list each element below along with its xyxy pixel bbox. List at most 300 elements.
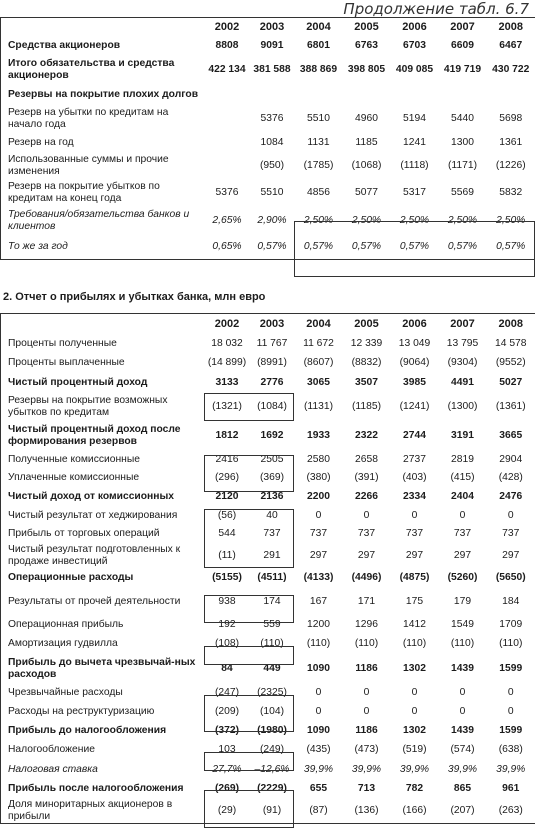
row-value-cell: 14 578 (495, 337, 527, 349)
table-row (1, 207, 535, 236)
row-label: Прибыль до налогообложения (8, 725, 167, 736)
row-value-cell: (1171) (448, 159, 477, 171)
row-label: Чистый доход от комиссионных (8, 490, 174, 502)
row-label: Чистый результат подготовленных к продаже инвестиций (8, 543, 181, 567)
row-value-cell: 297 (502, 549, 520, 561)
row-value-cell: 2737 (403, 453, 426, 465)
table-row (1, 133, 535, 153)
row-value-cell: (4511) (257, 571, 287, 583)
row-label: Налоговая ставка (8, 763, 98, 775)
row-value-cell: 4491 (451, 376, 474, 388)
row-value-cell: 171 (357, 595, 376, 607)
row-value-cell: 291 (263, 549, 281, 561)
row-value-cell: 381 588 (253, 63, 291, 75)
row-value-cell: 6763 (355, 39, 378, 51)
row-value-cell: 1302 (403, 662, 426, 674)
row-value-cell: 0,57% (447, 241, 478, 253)
header-year: 2006 (402, 20, 427, 33)
row-value-cell: 5194 (403, 113, 426, 124)
row-value-cell: (4875) (399, 571, 430, 583)
table-row (1, 56, 535, 84)
row-value-cell: 5510 (260, 186, 284, 198)
header-year: 2007 (450, 20, 475, 33)
row-value-cell: (1068) (351, 159, 382, 171)
row-value-cell: 103 (218, 744, 236, 755)
row-label: Чистый результат от хеджирования (8, 509, 178, 521)
row-value-cell: 2,90% (257, 215, 287, 226)
row-value-cell: 2120 (215, 490, 239, 502)
row-value-cell: 0 (315, 509, 322, 521)
balance-sheet-table (0, 17, 535, 260)
header-year: 2007 (450, 317, 475, 330)
table-row (1, 179, 535, 207)
row-value-cell: 961 (502, 783, 520, 794)
row-value-cell: 179 (453, 595, 472, 607)
row-value-cell: 2416 (215, 453, 239, 465)
row-value-cell: (8991) (257, 357, 287, 368)
row-value-cell (250, 84, 295, 106)
row-value-cell: 192 (218, 619, 236, 630)
row-value-cell: (110) (260, 638, 284, 649)
row-value-cell: 0 (507, 687, 514, 698)
row-value-cell: 2200 (307, 490, 330, 502)
row-value-cell: 2904 (499, 453, 523, 465)
header-year: 2008 (498, 20, 523, 33)
header-year: 2005 (354, 20, 379, 33)
row-value-cell: 6703 (403, 39, 426, 51)
row-value-cell: (29) (217, 804, 237, 816)
row-value-cell: (2325) (257, 687, 287, 698)
row-value-cell: (9552) (495, 357, 526, 368)
header-label-cell (1, 18, 205, 36)
row-value-cell: 1131 (307, 136, 330, 148)
header-year: 2002 (214, 317, 240, 330)
row-value-cell: 398 805 (347, 63, 386, 75)
table-row (1, 236, 535, 260)
row-value-cell: 2,50% (496, 215, 526, 226)
row-value-cell: 388 869 (299, 63, 338, 75)
table-row (1, 451, 535, 469)
row-value-cell (205, 84, 250, 106)
row-value-cell: (9064) (399, 357, 430, 368)
row-label: Чистый процентный доход после формирования резервов (8, 424, 181, 447)
row-value-cell: (1226) (495, 159, 526, 171)
row-value-cell: 1549 (451, 619, 474, 630)
row-value-cell: (247) (214, 687, 240, 698)
row-value-cell: 1185 (355, 136, 378, 148)
row-value-cell: 13 795 (446, 337, 479, 349)
row-value-cell: 12 339 (350, 337, 383, 349)
row-value-cell: (11) (218, 549, 236, 561)
row-value-cell: 3065 (307, 376, 330, 388)
table-row (1, 36, 535, 56)
row-value-cell: 2136 (260, 490, 284, 502)
row-value-cell: 0 (315, 687, 322, 698)
table-header-row (1, 314, 535, 334)
table-row (1, 635, 535, 654)
row-label: Уплаченные комиссионные (8, 471, 140, 483)
row-value-cell: (574) (450, 744, 475, 755)
row-value-cell: 2776 (260, 376, 284, 388)
table-row (1, 684, 535, 703)
row-value-cell: 1241 (403, 136, 426, 148)
row-value-cell: (1300) (447, 401, 478, 412)
row-value-cell (439, 84, 487, 106)
row-value-cell: 2,50% (351, 215, 382, 226)
row-value-cell: 655 (309, 783, 328, 794)
row-value-cell: 8808 (215, 39, 239, 51)
row-label: Резерв на убытки по кредитам на начало года (8, 107, 169, 130)
header-year: 2005 (354, 317, 379, 330)
row-value-cell: 2658 (355, 453, 378, 465)
row-value-cell: 1090 (307, 725, 330, 736)
row-value-cell: (108) (214, 638, 240, 649)
row-label: Операционная прибыль (8, 619, 124, 630)
row-value-cell: 3191 (451, 430, 474, 441)
row-value-cell: 2819 (451, 453, 474, 465)
row-label: Проценты выплаченные (8, 357, 125, 368)
row-value-cell: 4856 (307, 186, 330, 198)
row-value-cell: (1185) (352, 401, 381, 412)
row-label: Доля миноритарных акционеров в прибыли (8, 798, 173, 822)
row-value-cell: (104) (259, 706, 285, 717)
table-row (1, 741, 535, 760)
row-value-cell: 297 (309, 549, 328, 561)
row-value-cell: 1412 (403, 619, 426, 630)
row-value-cell: (8607) (303, 357, 334, 368)
row-value-cell (391, 84, 439, 106)
row-value-cell: 1090 (307, 662, 330, 674)
row-value-cell: (1084) (257, 401, 287, 412)
row-value-cell: 175 (405, 595, 424, 607)
row-value-cell: 0 (507, 706, 514, 717)
row-value-cell: (1980) (257, 725, 287, 736)
header-year: 2002 (214, 20, 240, 33)
table-row (1, 799, 535, 824)
row-value-cell: 3665 (499, 430, 523, 441)
row-value-cell: (1241) (399, 401, 430, 412)
row-label: Операционные расходы (8, 571, 134, 583)
row-value-cell: (950) (259, 159, 285, 171)
row-label: Чрезвычайные расходы (8, 687, 123, 698)
row-value-cell (487, 84, 535, 106)
row-value-cell: 84 (221, 662, 233, 674)
row-value-cell (205, 133, 250, 153)
row-value-cell: –12,6% (254, 763, 290, 775)
row-value-cell: 0 (315, 706, 322, 717)
row-value-cell: 0,57% (496, 241, 526, 253)
row-value-cell: (110) (499, 638, 523, 649)
row-value-cell: 737 (502, 528, 520, 539)
table-row (1, 334, 535, 354)
row-value-cell: 5510 (307, 113, 330, 124)
row-value-cell: 39,9% (303, 763, 334, 775)
table-row (1, 703, 535, 722)
table-row (1, 84, 535, 106)
row-value-cell: (380) (306, 471, 331, 483)
row-value-cell (205, 106, 250, 133)
table-row (1, 393, 535, 422)
table-row (1, 780, 535, 799)
row-label: Амортизация гудвилла (8, 638, 118, 649)
table-row (1, 354, 535, 373)
table-row (1, 153, 535, 179)
row-value-cell: 5376 (215, 186, 239, 198)
row-value-cell: 39,9% (399, 763, 430, 775)
row-value-cell: 737 (357, 528, 376, 539)
row-value-cell: (1131) (304, 401, 333, 412)
row-value-cell: 559 (263, 619, 281, 630)
row-value-cell: 0 (363, 706, 370, 717)
header-year: 2004 (306, 317, 331, 330)
row-value-cell: 2334 (403, 490, 426, 502)
row-value-cell: 2,50% (399, 215, 430, 226)
header-year: 2003 (259, 20, 285, 33)
row-value-cell: 167 (309, 595, 328, 607)
row-value-cell: (91) (262, 804, 282, 816)
row-value-cell: 2404 (451, 490, 474, 502)
row-value-cell: 297 (453, 549, 472, 561)
row-value-cell: (435) (306, 744, 331, 755)
row-value-cell: 1302 (403, 725, 426, 736)
row-value-cell: 1186 (355, 725, 378, 736)
row-value-cell: 184 (502, 595, 520, 607)
row-label: Прибыль до вычета чрезвычай-ных расходов (8, 656, 196, 680)
row-value-cell: (9304) (447, 357, 478, 368)
row-value-cell: (2229) (257, 783, 287, 794)
row-value-cell: 1300 (451, 136, 474, 148)
row-value-cell: 1296 (355, 619, 378, 630)
row-value-cell (343, 84, 391, 106)
row-value-cell: 3133 (215, 376, 239, 388)
row-value-cell: 422 134 (208, 63, 246, 75)
row-value-cell: (110) (402, 638, 427, 649)
row-value-cell: (1321) (212, 401, 242, 412)
row-value-cell: 737 (263, 528, 281, 539)
row-value-cell: 3985 (403, 376, 426, 388)
row-value-cell: 737 (405, 528, 424, 539)
row-value-cell: (1361) (495, 401, 526, 412)
row-label: Расходы на реструктуризацию (8, 706, 155, 717)
row-value-cell: 782 (405, 783, 424, 794)
row-value-cell: (110) (450, 638, 475, 649)
row-value-cell: (263) (498, 804, 523, 816)
table-row (1, 373, 535, 393)
table-row (1, 616, 535, 635)
row-value-cell: (4496) (351, 571, 382, 583)
row-value-cell: 2322 (355, 430, 378, 441)
table-row (1, 568, 535, 588)
row-value-cell: (110) (306, 638, 331, 649)
row-value-cell: 2,65% (212, 215, 242, 226)
header-year: 2006 (402, 317, 427, 330)
row-value-cell: (296) (214, 471, 240, 483)
row-value-cell: 0,57% (351, 241, 382, 253)
table-row (1, 525, 535, 544)
row-value-cell: 6609 (451, 39, 474, 51)
row-value-cell: 713 (357, 783, 376, 794)
row-value-cell: 5440 (451, 113, 474, 124)
row-value-cell: 737 (453, 528, 472, 539)
row-value-cell: 449 (263, 662, 281, 674)
row-value-cell: 1812 (215, 430, 239, 441)
table-row (1, 106, 535, 133)
row-label: Прибыль после налогообложения (8, 783, 184, 794)
row-label: Резерв на год (8, 136, 74, 148)
row-label: Чистый процентный доход (8, 376, 148, 388)
row-value-cell: 4960 (355, 113, 378, 124)
row-value-cell (205, 153, 250, 179)
row-value-cell: (372) (214, 725, 240, 736)
row-value-cell: (136) (354, 804, 379, 816)
row-value-cell: 0 (411, 687, 418, 698)
row-value-cell: 174 (263, 595, 281, 607)
row-value-cell: 409 085 (395, 63, 434, 75)
row-value-cell: (5650) (495, 571, 526, 583)
row-value-cell: 27,7% (212, 763, 242, 775)
table-row (1, 654, 535, 684)
row-value-cell: (1118) (400, 159, 429, 171)
row-value-cell (295, 84, 343, 106)
row-value-cell: 0 (363, 509, 370, 521)
row-value-cell: (110) (354, 638, 379, 649)
row-label: Резерв на покрытие убытков по кредитам на конец года (8, 180, 160, 204)
row-value-cell: 9091 (260, 39, 284, 51)
header-year: 2004 (306, 20, 331, 33)
row-value-cell: (5260) (447, 571, 478, 583)
row-value-cell: 865 (453, 783, 472, 794)
row-value-cell: 737 (309, 528, 328, 539)
row-value-cell: (638) (498, 744, 523, 755)
row-label: Результаты от прочей деятельности (8, 595, 181, 607)
row-value-cell: (249) (259, 744, 285, 755)
table-row (1, 507, 535, 525)
row-value-cell: (403) (402, 471, 427, 483)
row-value-cell: (14 899) (207, 357, 247, 368)
row-value-cell: (207) (450, 804, 475, 816)
row-value-cell: 13 049 (398, 337, 431, 349)
row-value-cell: (369) (259, 471, 285, 483)
row-value-cell: 5317 (403, 186, 426, 198)
row-value-cell: 39,9% (447, 763, 478, 775)
row-label: Проценты полученные (8, 337, 117, 349)
row-value-cell: 1361 (499, 136, 523, 148)
row-value-cell: (166) (402, 804, 427, 816)
row-value-cell: 419 719 (443, 63, 482, 75)
row-value-cell: 1439 (451, 725, 474, 736)
row-value-cell: 0 (363, 687, 370, 698)
row-value-cell: 938 (218, 595, 236, 607)
header-year: 2003 (259, 317, 285, 330)
row-value-cell: 0,57% (303, 241, 334, 253)
row-label: Резервы на покрытие возможных убытков по кредитам (8, 395, 168, 418)
row-value-cell: 1599 (499, 662, 523, 674)
row-value-cell: 11 767 (256, 337, 288, 349)
row-value-cell: 1933 (307, 430, 330, 441)
row-value-cell: (269) (214, 783, 240, 794)
table-row (1, 760, 535, 780)
row-label: Полученные комиссионные (8, 453, 140, 465)
row-value-cell: 2744 (403, 430, 426, 441)
row-value-cell: 0,57% (399, 241, 430, 253)
row-value-cell: 0 (459, 706, 466, 717)
row-value-cell: 2476 (499, 490, 523, 502)
row-value-cell: 430 722 (492, 63, 530, 75)
row-label: То же за год (8, 241, 68, 253)
row-label: Требования/обязательства банков и клиентов (8, 209, 190, 232)
row-value-cell: 2505 (260, 453, 284, 465)
section-title: 2. Отчет о прибылях и убытках банка, млн евро (3, 291, 266, 303)
row-value-cell: 6801 (307, 39, 330, 51)
row-value-cell: 0,65% (212, 241, 242, 253)
header-label-cell (1, 314, 205, 334)
row-value-cell: 11 672 (303, 337, 334, 349)
row-value-cell: (56) (217, 509, 237, 521)
table-caption: Продолжение табл. 6.7 (343, 0, 529, 18)
row-value-cell: 0 (507, 509, 514, 521)
table-header-row (1, 18, 535, 36)
row-label: Прибыль от торговых операций (8, 528, 160, 539)
row-value-cell: 18 032 (211, 337, 243, 349)
row-value-cell: (519) (402, 744, 427, 755)
row-value-cell: 5832 (499, 186, 523, 198)
row-value-cell: (209) (214, 706, 240, 717)
row-value-cell: 5077 (355, 186, 378, 198)
row-value-cell: 5698 (499, 113, 523, 124)
income-statement-table (0, 313, 535, 824)
table-row (1, 469, 535, 487)
row-value-cell: 1200 (307, 619, 330, 630)
row-value-cell: (473) (354, 744, 379, 755)
row-value-cell: (391) (354, 471, 379, 483)
row-label: Итого обязательства и средства акционеров (8, 57, 175, 81)
header-year: 2008 (498, 317, 523, 330)
row-value-cell: (87) (309, 804, 328, 816)
row-label: Использованные суммы и прочие изменения (8, 153, 169, 177)
row-value-cell: 6467 (499, 39, 523, 51)
row-value-cell: 0 (459, 687, 466, 698)
row-value-cell: (415) (450, 471, 475, 483)
row-label: Средства акционеров (8, 39, 121, 51)
row-value-cell: 0 (411, 509, 418, 521)
row-value-cell: 39,9% (496, 763, 526, 775)
table-row (1, 588, 535, 616)
row-value-cell: 1599 (499, 725, 523, 736)
row-value-cell: (4133) (303, 571, 334, 583)
table-row (1, 722, 535, 741)
row-value-cell: 1186 (355, 662, 378, 674)
row-value-cell: 1084 (260, 136, 284, 148)
row-value-cell: 5027 (499, 376, 523, 388)
row-value-cell: (8832) (351, 357, 382, 368)
row-value-cell: 1709 (499, 619, 523, 630)
table-row (1, 544, 535, 568)
table-row (1, 487, 535, 507)
row-value-cell: 0,57% (257, 241, 287, 253)
row-value-cell: (1785) (303, 159, 334, 171)
row-value-cell: 0 (411, 706, 418, 717)
row-value-cell: 1692 (260, 430, 284, 441)
row-value-cell: 39,9% (351, 763, 382, 775)
table-row (1, 422, 535, 451)
row-label: Резервы на покрытие плохих долгов (8, 88, 199, 100)
row-value-cell: 3507 (355, 376, 378, 388)
row-value-cell: 5569 (451, 186, 474, 198)
row-value-cell: 2,50% (303, 215, 334, 226)
row-value-cell: 2580 (307, 453, 330, 465)
row-value-cell: 297 (405, 549, 424, 561)
row-value-cell: 1439 (451, 662, 474, 674)
